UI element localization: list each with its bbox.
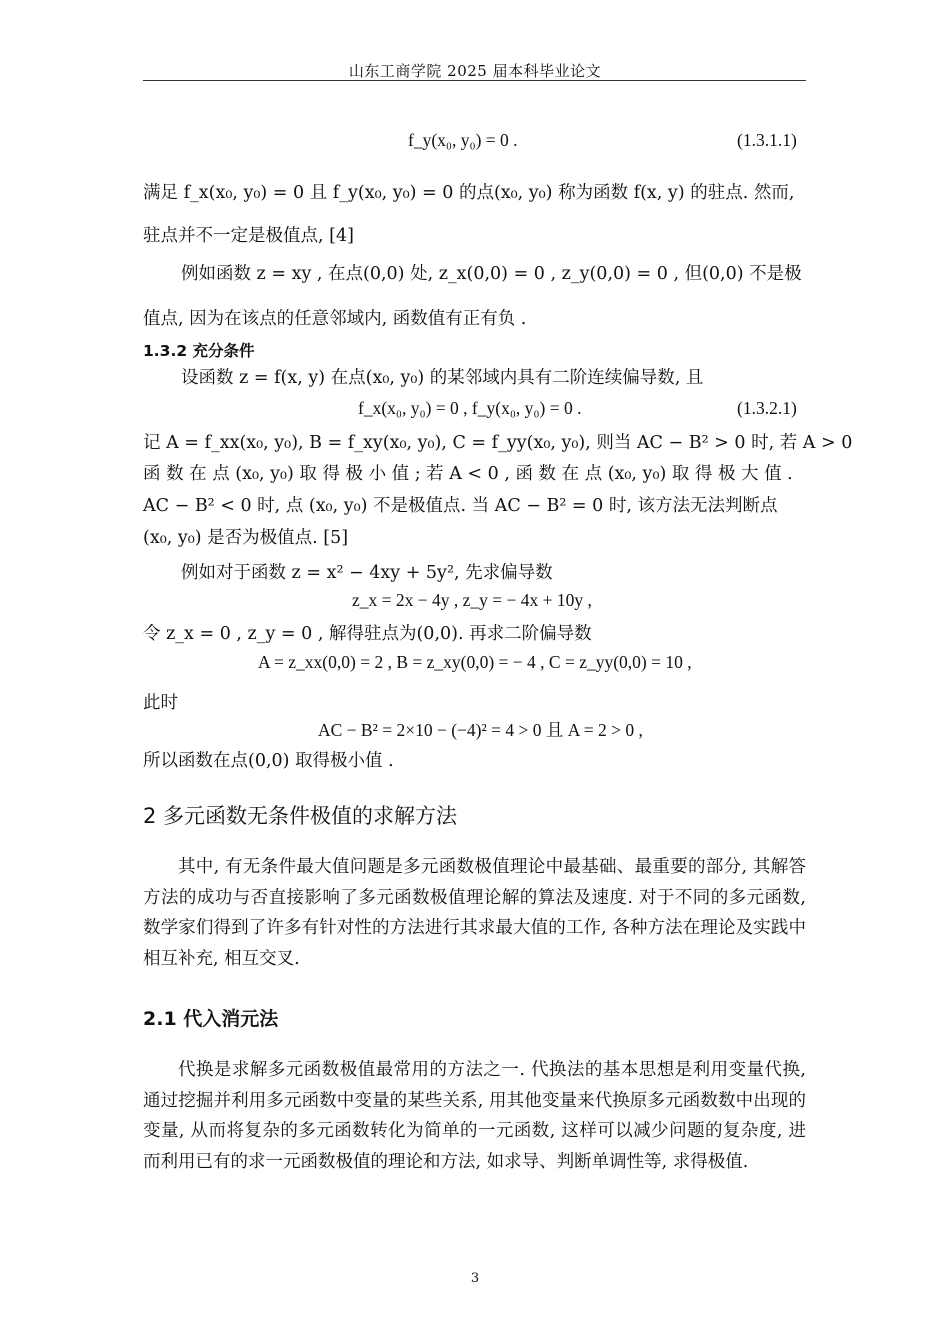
paragraph: 代换是求解多元函数极值最常用的方法之一. 代换法的基本思想是利用变量代换, 通过挖掘并利用多元函数中变量的某些关系, 用其他变量来代换原多元函数数中出现的变量, 从而将复杂的多元函数转化为简单的一元函数, 这样可以减少问题的复杂度, 进而利用已有的求一元函数极值的理论和方法, 如求导、判断单调性等, 求得极值. [143,1060,806,1172]
equation-number-1-3-1-1: (1.3.1.1) [737,130,797,150]
page-number: 3 [470,1271,480,1286]
text-line: 驻点并不一定是极值点, [4] [143,226,354,246]
text-line: 满足 f_x(x₀, y₀) = 0 且 f_y(x₀, y₀) = 0 的点(x₀, y₀) 称为函数 f(x, y) 的驻点. 然而, [143,183,795,203]
text-line: (x₀, y₀) 是否为极值点. [5] [143,528,349,548]
section-heading-2-1: 2.1 代入消元法 [143,1008,279,1030]
equation-discriminant: AC − B² = 2×10 − (−4)² = 4 > 0 且 A = 2 > 0 , [318,720,643,740]
text-line: 记 A = f_xx(x₀, y₀), B = f_xy(x₀, y₀), C = f_yy(x₀, y₀), 则当 AC − B² > 0 时, 若 A > 0 [143,433,853,453]
text-line: 值点, 因为在该点的任意邻域内, 函数值有正有负 . [143,309,527,329]
page-header: 山东工商学院 2025 届本科毕业论文 [348,62,602,80]
text-line: 函 数 在 点 (x₀, y₀) 取 得 极 小 值 ; 若 A < 0 , 函 数 在 点 (x₀, y₀) 取 得 极 大 值 . [143,464,793,484]
paragraph: 其中, 有无条件最大值问题是多元函数极值理论中最基础、最重要的部分, 其解答方法的成功与否直接影响了多元函数极值理论解的算法及速度. 对于不同的多元函数, 数学家们得到了许多有针对性的方法进行其求最大值的工作, 各种方法在理论及实践中相互补充, 相互交叉. [143,857,806,969]
equation-partial-derivatives: z_x = 2x − 4y , z_y = − 4x + 10y , [352,590,592,610]
chapter-heading-2: 2 多元函数无条件极值的求解方法 [143,804,458,828]
text-line: 例如对于函数 z = x² − 4xy + 5y², 先求偏导数 [181,563,553,583]
text-line: 此时 [143,693,178,713]
header-rule [143,80,806,81]
equation-1-3-1-1: f_y(x₀, y₀) = 0 . [408,130,518,150]
text-line: 例如函数 z = xy , 在点(0,0) 处, z_x(0,0) = 0 , z_y(0,0) = 0 , 但(0,0) 不是极 [181,264,802,284]
section-heading-1-3-2: 1.3.2 充分条件 [143,342,255,360]
equation-number-1-3-2-1: (1.3.2.1) [737,398,797,418]
equation-second-derivatives: A = z_xx(0,0) = 2 , B = z_xy(0,0) = − 4 , C = z_yy(0,0) = 10 , [258,652,692,672]
text-line: AC − B² < 0 时, 点 (x₀, y₀) 不是极值点. 当 AC − B² = 0 时, 该方法无法判断点 [143,496,778,516]
text-line: 令 z_x = 0 , z_y = 0 , 解得驻点为(0,0). 再求二阶偏导数 [143,624,592,644]
text-line: 设函数 z = f(x, y) 在点(x₀, y₀) 的某邻域内具有二阶连续偏导数, 且 [181,368,704,388]
equation-1-3-2-1: f_x(x₀, y₀) = 0 , f_y(x₀, y₀) = 0 . [358,398,582,418]
text-line: 所以函数在点(0,0) 取得极小值 . [143,751,394,771]
